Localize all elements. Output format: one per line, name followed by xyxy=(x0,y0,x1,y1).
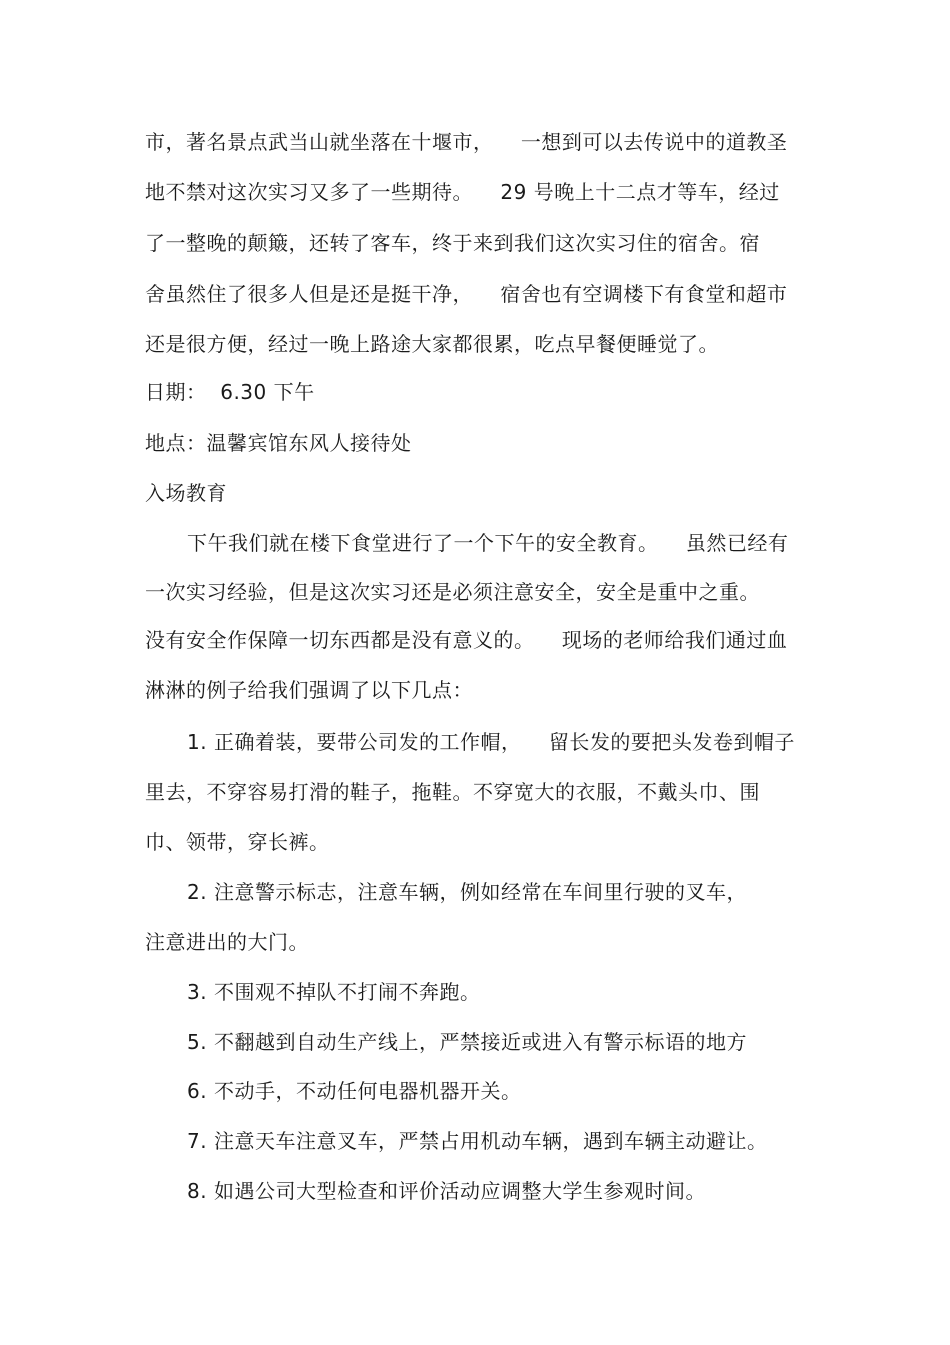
text-line: 一次实习经验，但是这次实习还是必须注意安全，安全是重中之重。 xyxy=(145,580,760,604)
text-line: 巾、领带，穿长裤。 xyxy=(145,830,330,854)
text-line: 淋淋的例子给我们强调了以下几点： xyxy=(145,678,473,702)
text-line: 下午我们就在楼下食堂进行了一个下午的安全教育。 虽然已经有 xyxy=(187,531,789,555)
list-item: 5. 不翻越到自动生产线上，严禁接近或进入有警示标语的地方 xyxy=(187,1030,747,1054)
text-line: 舍虽然住了很多人但是还是挺干净， 宿舍也有空调楼下有食堂和超市 xyxy=(145,282,788,306)
text-line: 注意进出的大门。 xyxy=(145,930,309,954)
text-line: 了一整晚的颠簸，还转了客车，终于来到我们这次实习住的宿舍。宿 xyxy=(145,231,760,255)
text-line: 市，著名景点武当山就坐落在十堰市， 一想到可以去传说中的道教圣 xyxy=(145,130,788,154)
list-item: 8. 如遇公司大型检查和评价活动应调整大学生参观时间。 xyxy=(187,1179,706,1203)
text-line: 里去，不穿容易打滑的鞋子，拖鞋。不穿宽大的衣服，不戴头巾、围 xyxy=(145,780,760,804)
location-line: 地点：温馨宾馆东风人接待处 xyxy=(145,431,412,455)
date-line: 日期： 6.30 下午 xyxy=(145,380,315,404)
list-item: 3. 不围观不掉队不打闹不奔跑。 xyxy=(187,980,481,1004)
section-heading: 入场教育 xyxy=(145,481,227,505)
list-item: 6. 不动手，不动任何电器机器开关。 xyxy=(187,1079,522,1103)
list-item: 2. 注意警示标志，注意车辆，例如经常在车间里行驶的叉车， xyxy=(187,880,747,904)
text-line: 地不禁对这次实习又多了一些期待。 29 号晚上十二点才等车，经过 xyxy=(145,180,780,204)
list-item: 1. 正确着装，要带公司发的工作帽， 留长发的要把头发卷到帽子 xyxy=(187,730,795,754)
list-item: 7. 注意天车注意叉车，严禁占用机动车辆，遇到车辆主动避让。 xyxy=(187,1129,768,1153)
text-line: 没有安全作保障一切东西都是没有意义的。 现场的老师给我们通过血 xyxy=(145,628,788,652)
text-line: 还是很方便，经过一晚上路途大家都很累，吃点早餐便睡觉了。 xyxy=(145,332,719,356)
